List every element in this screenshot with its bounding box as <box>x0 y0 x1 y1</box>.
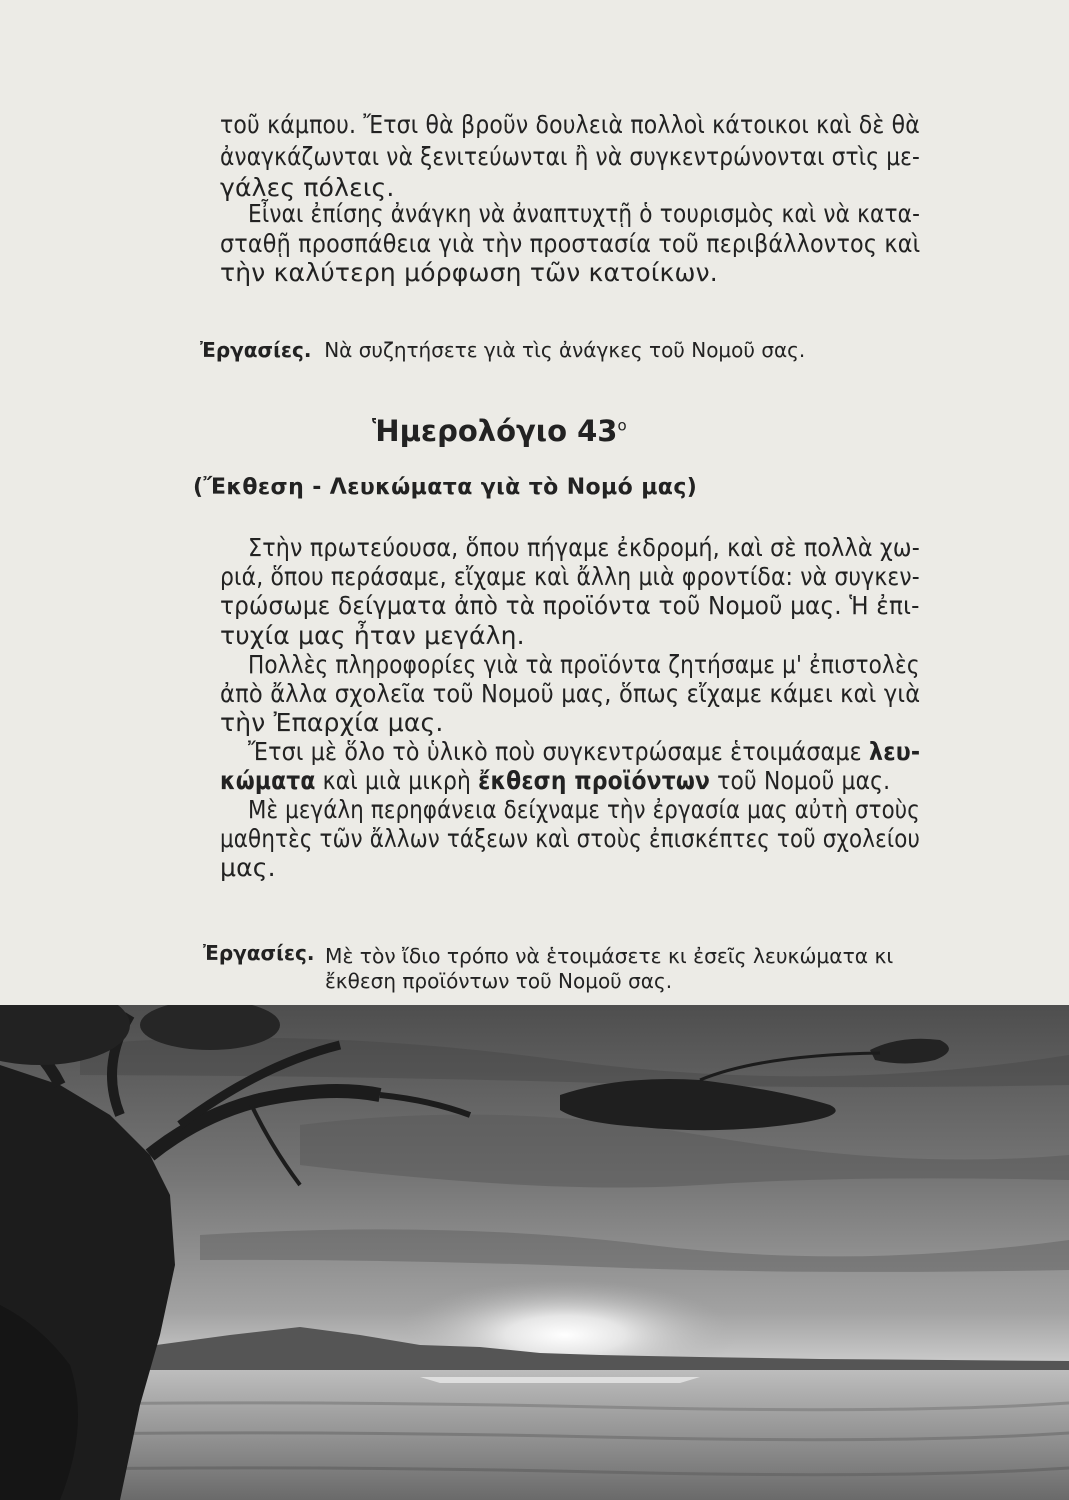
exercise-text: Μὲ τὸν ἴδιο τρόπο νὰ ἑτοιμάσετε κι ἐσεῖς λευκώματα κι <box>325 944 894 968</box>
text-line: τυχία μας ἦταν μεγάλη. <box>220 621 525 650</box>
text-line: τὴν Ἐπαρχία μας. <box>220 708 444 737</box>
bold-term: ἔκθεση προϊόντων <box>478 766 711 795</box>
text-line: ἀπὸ ἄλλα σχολεῖα τοῦ Νομοῦ μας, ὅπως εἴχαμε κάμει καὶ γιὰ <box>220 679 921 708</box>
sunset-photo-image <box>0 1005 1069 1500</box>
text-span: Ἔτσι μὲ ὅλο τὸ ὑλικὸ ποὺ συγκεντρώσαμε ἑτοιμάσαμε <box>248 737 869 766</box>
exercise-label: Ἐργασίες. <box>203 941 315 965</box>
sunset-photo <box>0 1005 1069 1500</box>
text-line: σταθῇ προσπάθεια γιὰ τὴν προστασία τοῦ περιβάλλοντος καὶ <box>220 229 921 258</box>
text-line: τρώσωμε δείγματα ἀπὸ τὰ προϊόντα τοῦ Νομοῦ μας. Ἡ ἐπι- <box>220 591 920 620</box>
text-line <box>248 737 920 766</box>
text-span: τοῦ Νομοῦ μας. <box>710 766 891 795</box>
text-line: Μὲ μεγάλη περηφάνεια δείχναμε τὴν ἐργασία μας αὐτὴ στοὺς <box>248 795 920 824</box>
bold-term: κώματα <box>220 766 316 795</box>
exercise-line <box>200 338 805 362</box>
exercise-label: Ἐργασίες. <box>200 338 312 362</box>
text-line: γάλες πόλεις. <box>220 173 395 202</box>
text-line: Πολλὲς πληροφορίες γιὰ τὰ προϊόντα ζητήσαμε μ' ἐπιστολὲς <box>248 650 920 679</box>
diary-title-sup: ο <box>617 416 627 435</box>
exercise-text: Νὰ συζητήσετε γιὰ τὶς ἀνάγκες τοῦ Νομοῦ σας. <box>324 338 806 362</box>
text-line: τοῦ κάμπου. Ἔτσι θὰ βροῦν δουλειὰ πολλοὶ κάτοικοι καὶ δὲ θὰ <box>220 110 920 139</box>
text-line: Εἶναι ἐπίσης ἀνάγκη νὰ ἀναπτυχτῇ ὁ τουρισμὸς καὶ νὰ κατα- <box>248 199 921 228</box>
bold-term: λευ- <box>868 737 921 766</box>
text-line: ριά, ὅπου περάσαμε, εἴχαμε καὶ ἄλλη μιὰ φροντίδα: νὰ συγκεν- <box>220 562 920 591</box>
diary-title <box>372 414 627 448</box>
diary-title-text: Ἡμερολόγιο 43 <box>372 414 618 448</box>
exercise-text: ἔκθεση προϊόντων τοῦ Νομοῦ σας. <box>325 969 673 993</box>
diary-subtitle: (Ἔκθεση - Λευκώματα γιὰ τὸ Νομό μας) <box>193 475 698 500</box>
text-line: τὴν καλύτερη μόρφωση τῶν κατοίκων. <box>220 258 718 287</box>
text-line: μαθητὲς τῶν ἄλλων τάξεων καὶ στοὺς ἐπισκέπτες τοῦ σχολείου <box>220 824 921 853</box>
text-span: καὶ μιὰ μικρὴ <box>315 766 479 795</box>
sun-reflection <box>420 1377 700 1383</box>
text-line <box>220 766 890 795</box>
text-line: ἀναγκάζωνται νὰ ξενιτεύωνται ἢ νὰ συγκεντρώνονται στὶς με- <box>220 142 921 171</box>
text-line: μας. <box>220 853 276 882</box>
exercise-line <box>203 941 314 965</box>
text-line: Στὴν πρωτεύουσα, ὅπου πήγαμε ἐκδρομή, καὶ σὲ πολλὰ χω- <box>248 533 920 562</box>
